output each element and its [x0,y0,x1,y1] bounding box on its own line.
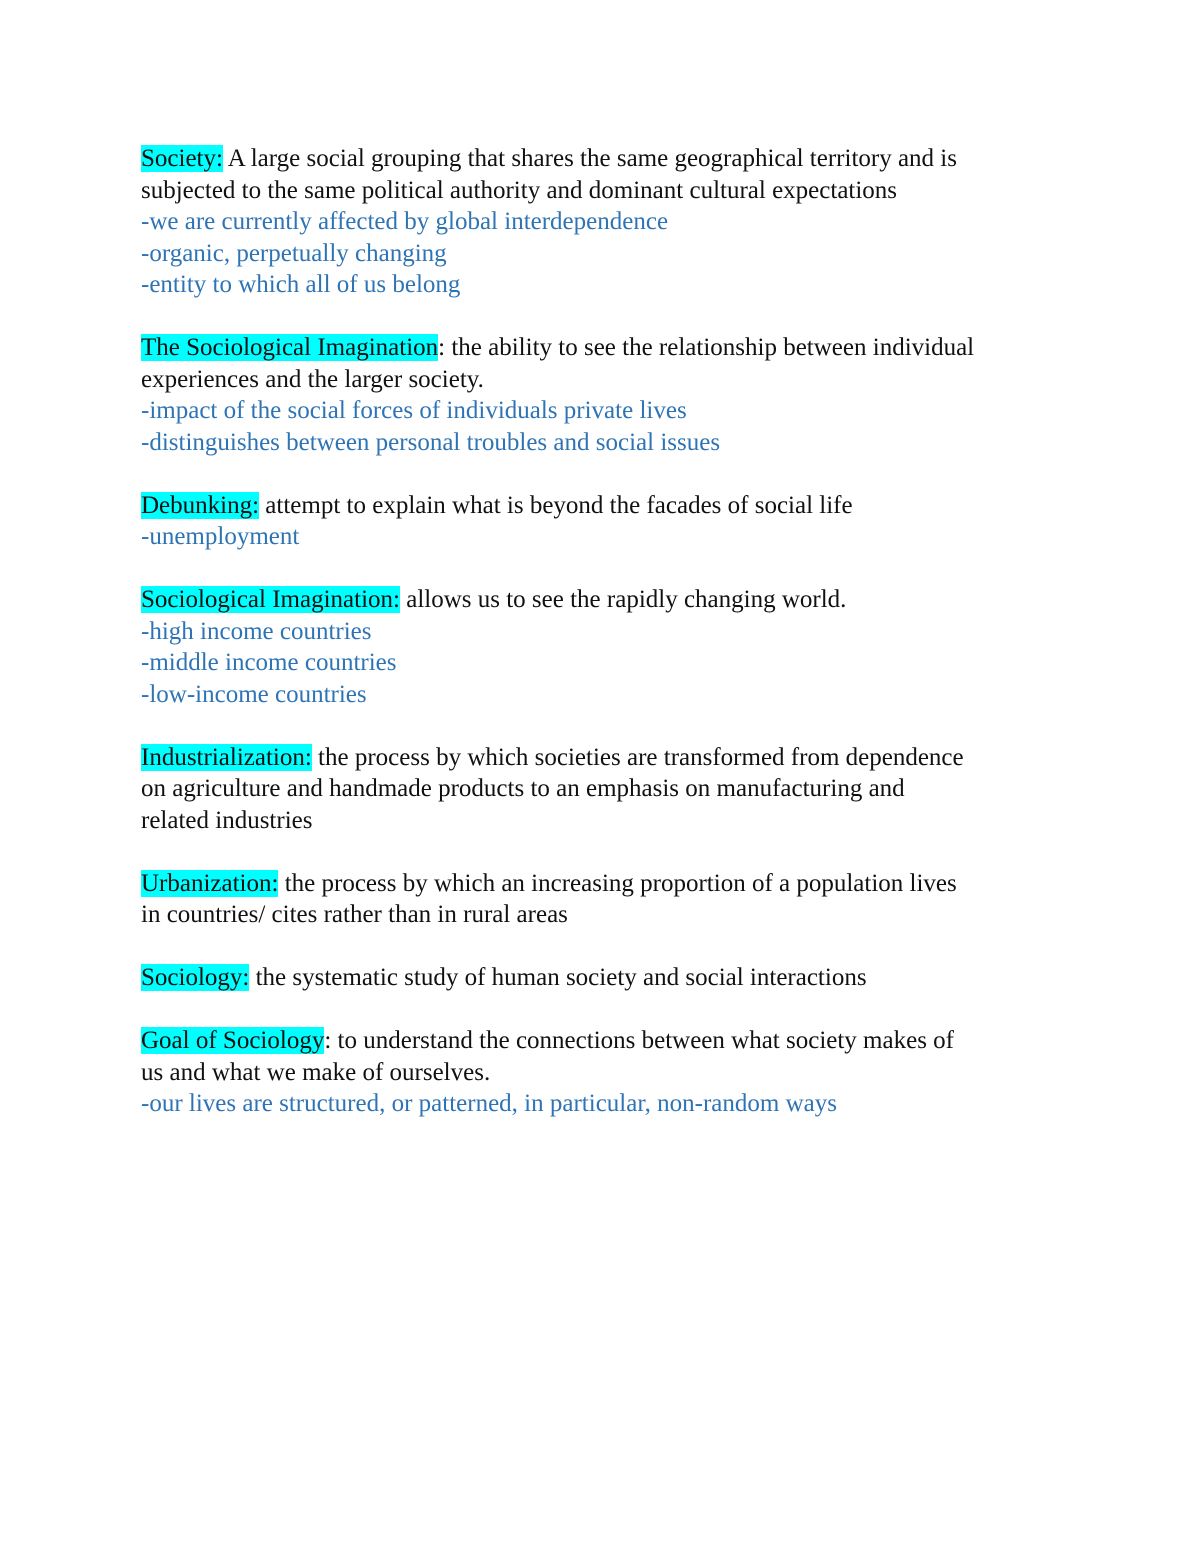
entry-goal-of-sociology [141,1025,1071,1120]
definition-text: A large social grouping that shares the same geographical territory and is [222,145,957,172]
entry-society [141,143,1071,301]
note-line: -impact of the social forces of individuals private lives [141,397,687,424]
definition-line: on agriculture and handmade products to an emphasis on manufacturing and [141,775,905,802]
entry-sociological-imagination [141,332,1071,458]
definition-text: : to understand the connections between what society makes of [324,1027,955,1054]
definition-line: related industries [141,806,313,834]
definition-text: the process by which an increasing proportion of a population lives [278,869,957,897]
term-highlight: Sociology: [141,964,250,991]
entry-sociology [141,962,1071,994]
term-highlight: Sociological Imagination: [141,586,400,613]
definition-line [141,962,1071,994]
definition-text: allows us to see the rapidly changing world. [399,586,847,613]
note-line: -unemployment [141,523,300,550]
definition-line: experiences and the larger society. [141,365,484,393]
note-line: -entity to which all of us belong [141,271,461,298]
definition-line [141,332,1071,364]
note-line: -middle income countries [141,649,397,676]
term-highlight: The Sociological Imagination [141,334,439,361]
note-line: -our lives are structured, or patterned, in particular, non-random ways [141,1090,837,1117]
definition-text: the process by which societies are transformed from dependence [311,743,964,771]
definition-line: us and what we make of ourselves. [141,1058,491,1086]
note-line: -we are currently affected by global interdependence [141,208,669,235]
term-highlight: Society: [141,145,223,172]
term-highlight: Debunking: [141,491,260,519]
definition-text: the systematic study of human society and social interactions [249,964,867,991]
definition-line [141,1025,1071,1057]
entry-industrialization [141,742,1071,837]
term-highlight: Goal of Sociology [141,1027,325,1054]
definition-text: attempt to explain what is beyond the facades of social life [259,491,853,519]
entry-urbanization [141,868,1071,931]
term-highlight: Urbanization: [141,869,279,897]
definition-line: subjected to the same political authority and dominant cultural expectations [141,176,898,204]
note-line: -high income countries [141,617,372,645]
definition-text: : the ability to see the relationship between individual [438,334,975,361]
definition-line [141,868,1071,900]
definition-line: in countries/ cites rather than in rural areas [141,901,568,928]
definition-line [141,143,1071,175]
entry-debunking [141,490,1071,553]
entry-sociological-imagination-2 [141,584,1071,710]
definition-line [141,742,1071,774]
note-line: -organic, perpetually changing [141,239,447,267]
definition-line [141,490,1071,522]
note-line: -distinguishes between personal troubles and social issues [141,428,721,456]
term-highlight: Industrialization: [141,743,312,771]
note-line: -low-income countries [141,680,367,708]
document-page [141,143,1071,1151]
definition-line [141,584,1071,616]
